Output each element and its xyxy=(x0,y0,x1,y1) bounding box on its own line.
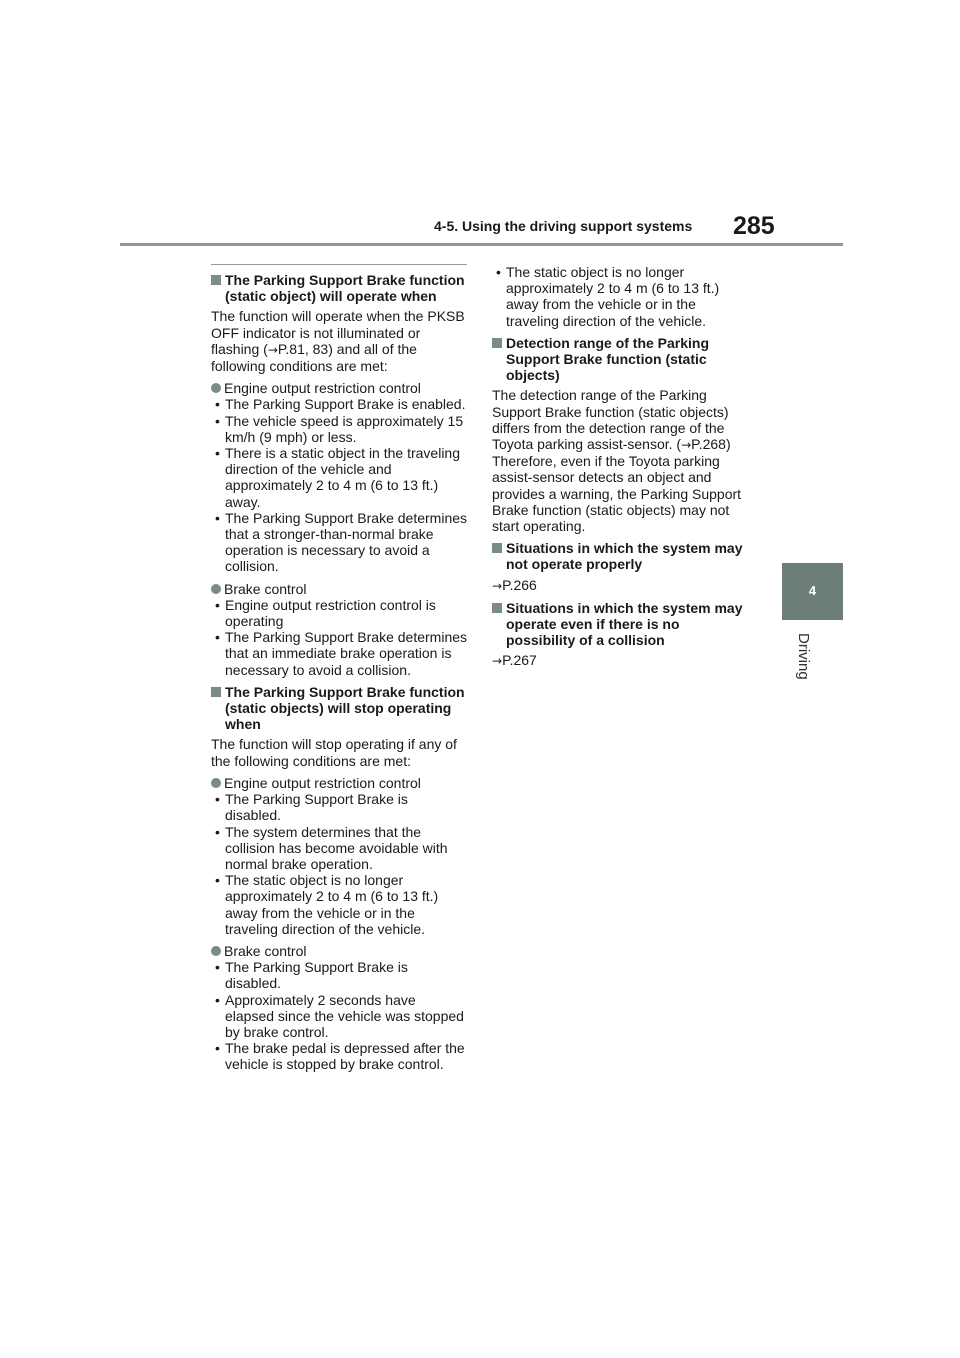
section-intro: The function will operate when the PKSB OFF indicator is not illuminated or flashing (→P.81, 83) and all of the following conditions are met: xyxy=(211,308,465,375)
cross-reference xyxy=(492,652,748,669)
right-column xyxy=(492,264,748,676)
arrow-icon: → xyxy=(267,342,278,357)
section-heading xyxy=(211,272,467,304)
section-heading xyxy=(492,335,748,384)
circle-bullet-icon xyxy=(211,778,221,788)
group-title: Brake control xyxy=(211,581,467,597)
left-column xyxy=(211,264,467,1079)
cross-reference xyxy=(492,577,748,594)
chapter-tab[interactable] xyxy=(782,563,843,620)
chapter-label: Driving xyxy=(795,633,812,680)
section-heading xyxy=(492,540,748,572)
condition-list xyxy=(211,597,467,678)
arrow-icon: → xyxy=(492,654,503,669)
arrow-icon: → xyxy=(492,578,503,593)
list-item: • The Parking Support Brake determines that a stronger-than-normal brake operation is necessary to avoid a collision. xyxy=(211,510,467,575)
condition-list xyxy=(211,959,467,1072)
square-bullet-icon xyxy=(492,603,502,613)
section-title: 4-5. Using the driving support systems xyxy=(434,218,693,234)
list-item: • The vehicle speed is approximately 15 km/h (9 mph) or less. xyxy=(211,413,467,445)
list-item: • The static object is no longer approximately 2 to 4 m (6 to 13 ft.) away from the vehicle or in the traveling direction of the vehicle. xyxy=(492,264,748,329)
circle-bullet-icon xyxy=(211,383,221,393)
list-item: • The Parking Support Brake is disabled. xyxy=(211,959,467,991)
section-intro: The function will stop operating if any of the following conditions are met: xyxy=(211,736,457,769)
heading-text: The Parking Support Brake function (static objects) will stop operating when xyxy=(225,683,465,733)
list-item: • The static object is no longer approximately 2 to 4 m (6 to 13 ft.) away from the vehicle or in the traveling direction of the vehicle. xyxy=(211,872,467,937)
heading-text: Situations in which the system may operate even if there is no possibility of a collision xyxy=(506,599,743,649)
page-reference-link[interactable]: P.266 xyxy=(502,576,537,593)
square-bullet-icon xyxy=(211,275,221,285)
page-reference-link[interactable]: P.268 xyxy=(691,436,726,453)
square-bullet-icon xyxy=(492,543,502,553)
column-divider xyxy=(211,264,467,265)
group-title: Engine output restriction control xyxy=(211,775,467,791)
condition-list xyxy=(211,791,467,937)
header-divider xyxy=(120,243,843,246)
condition-list xyxy=(492,264,748,329)
heading-text: The Parking Support Brake function (static object) will operate when xyxy=(225,272,465,305)
list-item: • The Parking Support Brake determines that an immediate brake operation is necessary to avoid a collision. xyxy=(211,629,467,678)
section-heading xyxy=(492,600,748,649)
section-heading xyxy=(211,684,467,733)
list-item: • There is a static object in the traveling direction of the vehicle and approximately 2 to 4 m (6 to 13 ft.) away. xyxy=(211,445,467,510)
page-number: 285 xyxy=(733,212,775,240)
list-item: • The Parking Support Brake is disabled. xyxy=(211,791,467,823)
group-title: Brake control xyxy=(211,943,467,959)
list-item: • Approximately 2 seconds have elapsed since the vehicle was stopped by brake control. xyxy=(211,992,467,1041)
section-body: The detection range of the Parking Support Brake function (static objects) differs from the detection range of the Toyota parking assist-sensor. (→P.268) Therefore, even if the Toyota parking assist-sensor detects an object and provides a warning, the Parking Support Brake function (static objects) may not start operating. xyxy=(492,387,742,535)
page-reference-link[interactable]: P.267 xyxy=(502,652,537,669)
chapter-number: 4 xyxy=(808,583,817,598)
list-item: • The Parking Support Brake is enabled. xyxy=(211,396,467,412)
heading-text: Detection range of the Parking Support Brake function (static objects) xyxy=(506,334,710,384)
list-item: • Engine output restriction control is operating xyxy=(211,597,467,629)
arrow-icon: → xyxy=(681,438,692,453)
square-bullet-icon xyxy=(492,338,502,348)
list-item: • The system determines that the collision has become avoidable with normal brake operation. xyxy=(211,824,467,873)
condition-list xyxy=(211,396,467,574)
list-item: • The brake pedal is depressed after the vehicle is stopped by brake control. xyxy=(211,1040,467,1072)
circle-bullet-icon xyxy=(211,584,221,594)
page-reference-link[interactable]: P.81, 83 xyxy=(277,340,329,357)
heading-text: Situations in which the system may not operate properly xyxy=(506,540,743,573)
square-bullet-icon xyxy=(211,687,221,697)
circle-bullet-icon xyxy=(211,946,221,956)
group-title: Engine output restriction control xyxy=(211,380,467,396)
